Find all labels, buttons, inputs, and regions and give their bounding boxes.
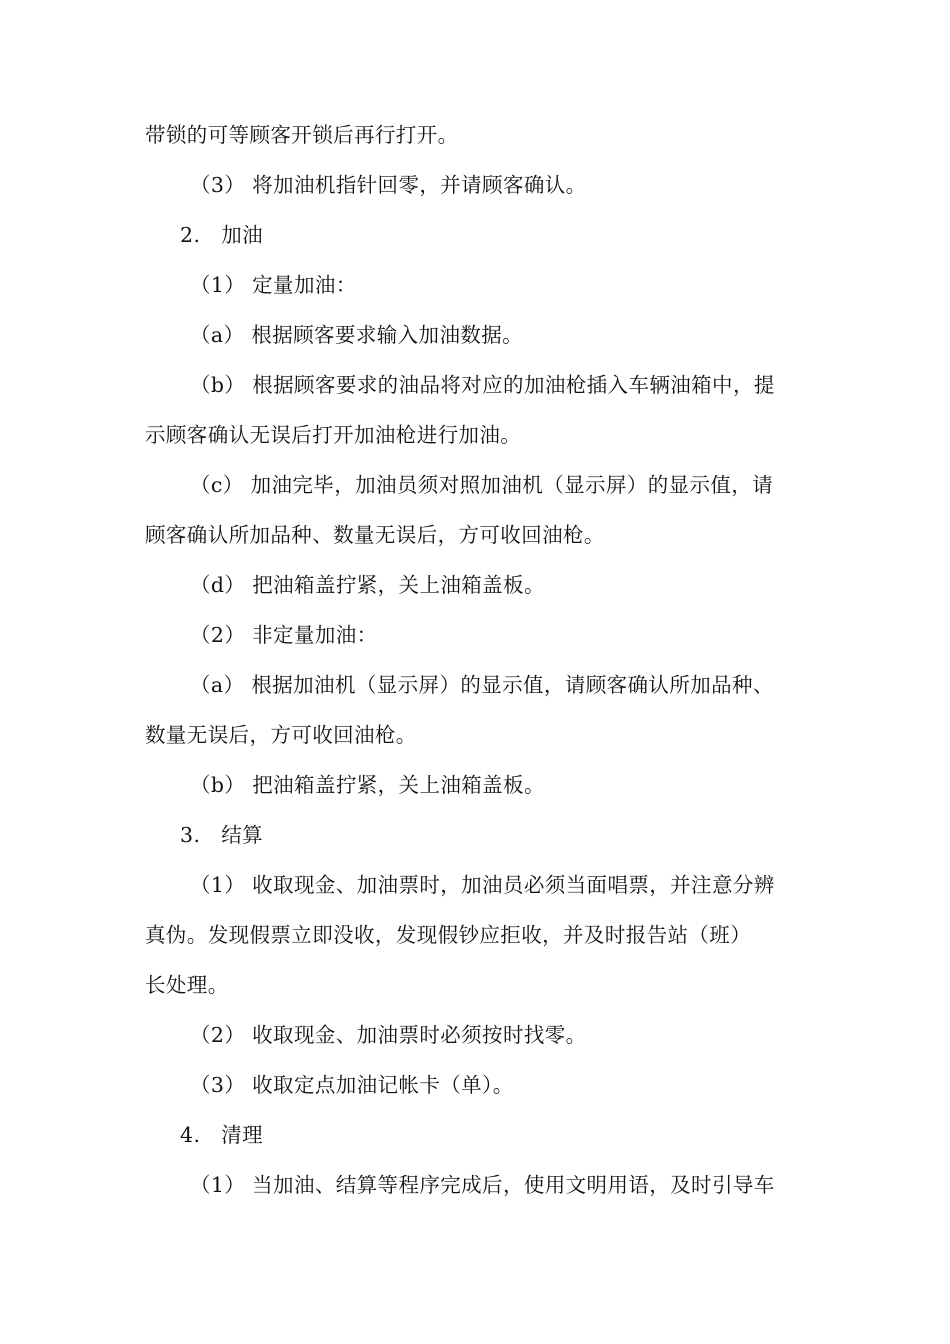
- item-a-display-value: （a） 根据加油机（显示屏）的显示值，请顾客确认所加品种、: [190, 673, 774, 697]
- item-2-non-fixed-quantity: （2） 非定量加油：: [190, 623, 378, 647]
- section-heading-settlement: 3. 结算: [180, 823, 264, 847]
- section-heading-cleanup: 4. 清理: [180, 1123, 264, 1147]
- item-c-continuation: 顾客确认所加品种、数量无误后，方可收回油枪。: [145, 523, 605, 547]
- item-b-continuation: 示顾客确认无误后打开加油枪进行加油。: [145, 423, 522, 447]
- item-3-account-card: （3） 收取定点加油记帐卡（单）。: [190, 1073, 514, 1097]
- item-b-insert-nozzle: （b） 根据顾客要求的油品将对应的加油枪插入车辆油箱中，提: [190, 373, 775, 397]
- item-3-reset-pointer: （3） 将加油机指针回零，并请顾客确认。: [190, 173, 587, 197]
- item-1-fixed-quantity: （1） 定量加油：: [190, 273, 357, 297]
- item-1-guide-vehicle: （1） 当加油、结算等程序完成后，使用文明用语，及时引导车: [190, 1173, 775, 1197]
- item-b-close-cap: （b） 把油箱盖拧紧，关上油箱盖板。: [190, 773, 545, 797]
- item-c-finish-refuel: （c） 加油完毕，加油员须对照加油机（显示屏）的显示值，请: [190, 473, 774, 497]
- text-line-continuation: 带锁的可等顾客开锁后再行打开。: [145, 123, 459, 147]
- item-1-collect-cash: （1） 收取现金、加油票时，加油员必须当面唱票，并注意分辨: [190, 873, 775, 897]
- item-1-continuation-2: 长处理。: [145, 973, 229, 997]
- item-1-continuation: 真伪。发现假票立即没收，发现假钞应拒收，并及时报告站（班）: [145, 923, 752, 947]
- section-heading-refuel: 2. 加油: [180, 223, 264, 247]
- item-a-continuation: 数量无误后，方可收回油枪。: [145, 723, 417, 747]
- item-2-give-change: （2） 收取现金、加油票时必须按时找零。: [190, 1023, 587, 1047]
- item-a-input-data: （a） 根据顾客要求输入加油数据。: [190, 323, 524, 347]
- item-d-close-cap: （d） 把油箱盖拧紧，关上油箱盖板。: [190, 573, 545, 597]
